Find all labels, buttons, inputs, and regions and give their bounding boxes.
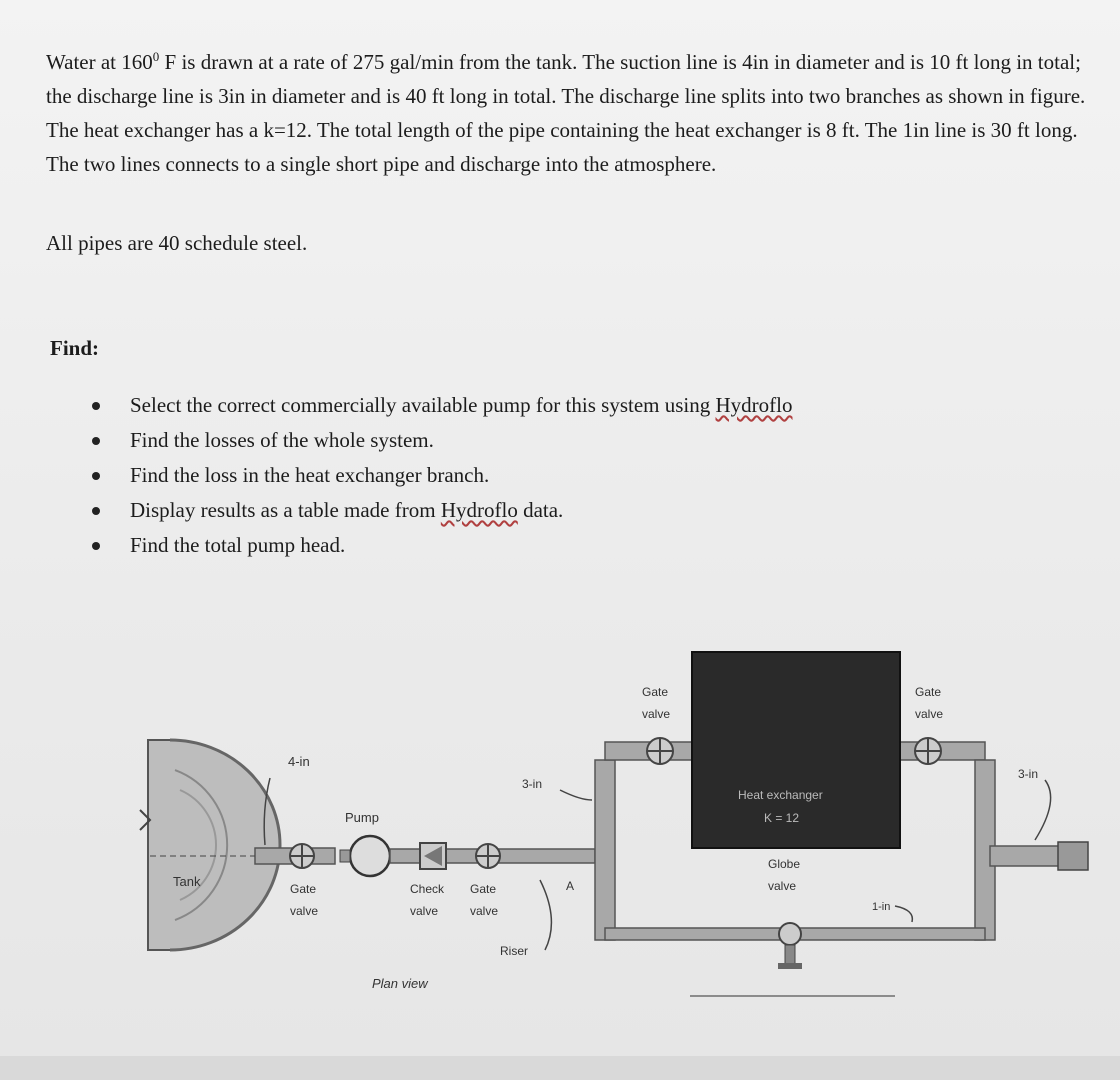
globe-valve-label: Globe bbox=[768, 857, 801, 871]
task-text: Find the losses of the whole system. bbox=[130, 428, 434, 452]
gate-valve-label: Gate bbox=[470, 882, 497, 896]
gate-valve-label: Gate bbox=[915, 685, 942, 699]
gate-valve-label: valve bbox=[915, 707, 944, 721]
gate-valve-label: valve bbox=[470, 904, 499, 918]
globe-valve-label: valve bbox=[768, 879, 797, 893]
check-valve-icon bbox=[420, 843, 446, 869]
heat-exchanger-k-label: K = 12 bbox=[764, 811, 800, 825]
gate-valve-icon bbox=[290, 844, 314, 868]
leader-line bbox=[1035, 780, 1051, 840]
riser-label: Riser bbox=[500, 944, 529, 958]
leader-line bbox=[540, 880, 551, 950]
outlet-nozzle bbox=[1058, 842, 1088, 870]
tank bbox=[140, 740, 280, 950]
degree-superscript: 0 bbox=[152, 49, 160, 64]
pump-icon bbox=[340, 836, 390, 876]
gate-valve-icon bbox=[647, 738, 673, 764]
gate-valve-label: Gate bbox=[290, 882, 317, 896]
gate-valve-icon bbox=[915, 738, 941, 764]
problem-statement bbox=[46, 40, 1096, 181]
heat-exchanger-label: Heat exchanger bbox=[738, 788, 823, 802]
plan-view-label: Plan view bbox=[372, 976, 428, 991]
three-inch-label: 3-in bbox=[522, 777, 543, 791]
task-keyword: Hydroflo bbox=[440, 498, 518, 522]
leader-line bbox=[560, 790, 592, 800]
task-item bbox=[90, 493, 793, 528]
pipe-schedule-note: All pipes are 40 schedule steel. bbox=[46, 231, 308, 255]
bullet-icon bbox=[92, 402, 100, 410]
gate-valve-label: valve bbox=[642, 707, 671, 721]
find-heading: Find: bbox=[50, 336, 100, 360]
task-list bbox=[90, 388, 793, 563]
task-item bbox=[90, 423, 793, 458]
problem-text: F is drawn at a rate of 275 gal/min from the tank. The suction line is 4in in diameter and is 10 ft long in total; the discharge line is 3in in diameter and is 40 ft long in total. The discharge line splits into two branches as shown in figure. The heat exchanger has a k=12. The total length of the pipe containing the heat exchanger is 8 ft. The 1in line is 30 ft long. The two lines connects to a single short pipe and discharge into the atmosphere. bbox=[46, 50, 1086, 176]
task-text: Display results as a table made from bbox=[130, 498, 441, 522]
gate-valve-label: Gate bbox=[642, 685, 669, 699]
task-text-end: data. bbox=[517, 498, 564, 522]
task-item bbox=[90, 528, 793, 563]
point-a-label: A bbox=[566, 879, 575, 893]
bullet-icon bbox=[92, 472, 100, 480]
riser-pipe bbox=[595, 760, 615, 940]
four-inch-label: 4-in bbox=[288, 754, 310, 769]
three-inch-label: 3-in bbox=[1018, 767, 1039, 781]
check-valve-label: Check bbox=[410, 882, 445, 896]
one-inch-label: 1-in bbox=[872, 901, 891, 913]
piping-diagram bbox=[130, 640, 1110, 1020]
tank-label: Tank bbox=[173, 874, 201, 889]
task-item bbox=[90, 388, 793, 423]
task-text: Select the correct commercially available pump for this system using bbox=[130, 393, 716, 417]
pump-label: Pump bbox=[345, 810, 379, 825]
task-text: Find the total pump head. bbox=[130, 533, 346, 557]
globe-valve-icon bbox=[778, 923, 802, 969]
bullet-icon bbox=[92, 507, 100, 515]
task-item bbox=[90, 458, 793, 493]
gate-valve-icon bbox=[476, 844, 500, 868]
gate-valve-label: valve bbox=[290, 904, 319, 918]
check-valve-label: valve bbox=[410, 904, 439, 918]
bullet-icon bbox=[92, 542, 100, 550]
task-text: Find the loss in the heat exchanger branch. bbox=[130, 463, 490, 487]
leader-line bbox=[895, 906, 912, 922]
bullet-icon bbox=[92, 437, 100, 445]
problem-intro: Water at 160 bbox=[46, 50, 153, 74]
task-keyword: Hydroflo bbox=[715, 393, 793, 417]
bottom-band bbox=[0, 1056, 1120, 1080]
